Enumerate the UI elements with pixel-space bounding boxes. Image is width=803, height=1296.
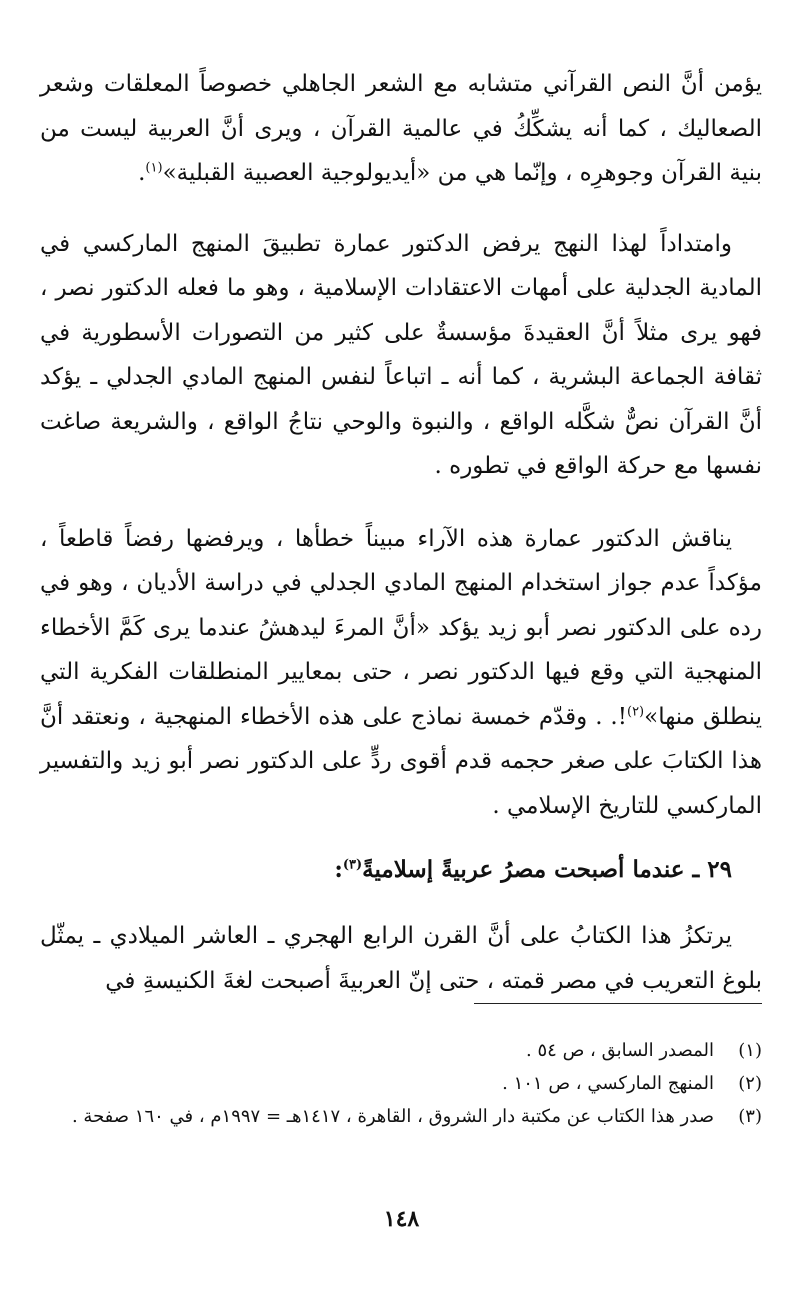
- paragraph-1: [40, 62, 762, 196]
- paragraph-4: [40, 914, 762, 1003]
- paragraph-1-text: يؤمن أنَّ النص القرآني متشابه مع الشعر الجاهلي خصوصاً المعلقات وشعر الصعاليك ، كما أنه يشكِّكُ في عالمية القرآن ، ويرى أنَّ العربية ليست من بنية القرآن وجوهرِه ، وإنّما هي من «أيديولوجية العصبية القبلية»: [40, 71, 762, 186]
- page-body: [40, 62, 762, 1003]
- paragraph-3-rest: !. . وقدّم خمسة نماذج على هذه الأخطاء المنهجية ، ونعتقد أنَّ هذا الكتابَ على صغر حجمه قدم أقوى ردٍّ على الدكتور نصر أبو زيد والتفسير الماركسي للتاريخ الإسلامي .: [40, 703, 762, 819]
- paragraph-2: [40, 222, 762, 489]
- page-number: ١٤٨: [383, 1206, 420, 1232]
- section-heading: [40, 848, 762, 892]
- footnote-2-number: (٢): [738, 1073, 762, 1094]
- footnote-1-text: المصدر السابق ، ص ٥٤ .: [526, 1040, 714, 1061]
- footnote-2: [40, 1067, 762, 1100]
- footnote-ref-1: (١): [145, 160, 163, 176]
- footnote-3-number: (٣): [738, 1106, 762, 1127]
- paragraph-3: [40, 517, 762, 829]
- footnote-ref-3: (٣): [342, 857, 363, 873]
- footnote-3-text: صدر هذا الكتاب عن مكتبة دار الشروق ، القاهرة ، ١٤١٧هـ = ١٩٩٧م ، في ١٦٠ صفحة .: [71, 1106, 714, 1127]
- section-heading-end: :: [334, 856, 343, 883]
- footnotes: [40, 1034, 762, 1133]
- footnote-divider: [474, 1003, 762, 1004]
- footnote-3: [40, 1100, 762, 1133]
- section-heading-text: ٢٩ ـ عندما أصبحت مصرُ عربيةً إسلاميةً: [362, 856, 732, 883]
- footnote-2-text: المنهج الماركسي ، ص ١٠١ .: [502, 1073, 714, 1094]
- paragraph-1-end: .: [138, 160, 146, 186]
- footnote-1: [40, 1034, 762, 1067]
- footnote-1-number: (١): [738, 1040, 762, 1061]
- paragraph-4-text: يرتكزُ هذا الكتابُ على أنَّ القرن الرابع الهجري ـ العاشر الميلادي ـ يمثّل بلوغ التعريب في مصر قمته ، حتى إنّ العربيةَ أصبحت لغةَ الكنيسةِ في: [40, 923, 762, 994]
- footnote-ref-2: (٢): [626, 703, 645, 719]
- paragraph-3-text: يناقش الدكتور عمارة هذه الآراء مبيناً خطأها ، ويرفضها رفضاً قاطعاً ، مؤكداً عدم جواز استخدام المنهج المادي الجدلي في دراسة الأديان ، وهو في رده على الدكتور نصر أبو زيد يؤكد «أنَّ المرءَ ليدهشُ عندما يرى كَمَّ الأخطاء المنهجية التي وقع فيها الدكتور نصر ، حتى بمعايير المنطلقات الفكرية التي ينطلق منها»: [40, 525, 762, 730]
- paragraph-2-text: وامتداداً لهذا النهج يرفض الدكتور عمارة تطبيقَ المنهج الماركسي في المادية الجدلية على أمهات الاعتقادات الإسلامية ، وهو ما فعله الدكتور نصر ، فهو يرى مثلاً أنَّ العقيدةَ مؤسسةٌ على كثير من التصورات الأسطورية في ثقافة الجماعة البشرية ، كما أنه ـ اتباعاً لنفس المنهج المادي الجدلي ـ يؤكد أنَّ القرآن نصٌّ شكَّله الواقع ، والنبوة والوحي نتاجُ الواقع ، والشريعة صاغت نفسها مع حركة الواقع في تطوره .: [40, 230, 762, 479]
